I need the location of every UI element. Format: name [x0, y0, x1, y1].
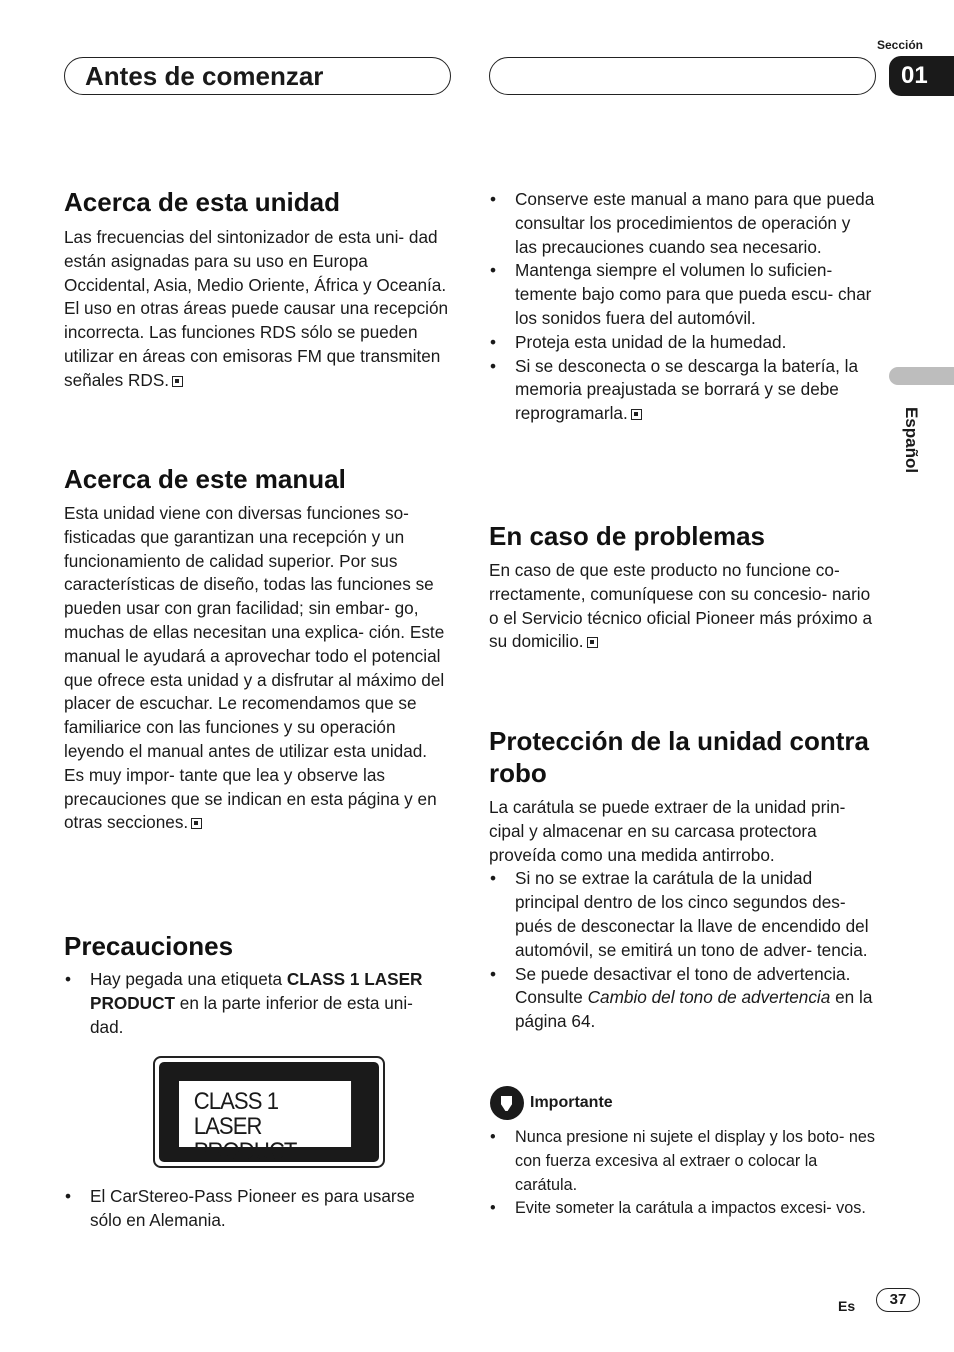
list-item: • El CarStereo-Pass Pioneer es para usarse sólo en Alemania.: [64, 1185, 450, 1233]
precautions-list: [489, 188, 875, 426]
end-mark-icon: [172, 376, 183, 387]
list-item: • Hay pegada una etiqueta CLASS 1 LASER PRODUCT en la parte inferior de esta uni- dad.: [64, 968, 450, 1039]
list-item: • Si se desconecta o se descarga la batería, la memoria preajustada se borrará y se debe reprogramarla.: [489, 355, 875, 426]
list-item: • Proteja esta unidad de la humedad.: [489, 331, 875, 355]
section-title: Precauciones: [64, 931, 234, 961]
section-title: En caso de problemas: [489, 521, 765, 551]
list-item: • Mantenga siempre el volumen lo suficien- temente bajo como para que pueda escu- char los sonidos fuera del automóvil.: [489, 259, 875, 330]
section-theft: [489, 725, 875, 1034]
section-body: Esta unidad viene con diversas funciones so- fisticadas que garantizan una recepción y un funcionamiento de calidad superior. Por sus características de diseño, todas las funciones se pueden usar con gran facilidad; sin embar- go, muchas de ellas necesitan una explica- ción. Este manual le ayudará a aprovechar todo el potencial que ofrece esta unidad y a disfrutar al máximo del placer de escuchar. Le recomendamos que se familiarice con las funciones y su operación leyendo el manual antes de utilizar esta unidad. Es muy impor- tante que lea y observe las precauciones que se indican en esta página y en otras secciones.: [64, 503, 445, 833]
section-title: Protección de la unidad contra robo: [489, 726, 869, 788]
section-body: La carátula se puede extraer de la unidad prin- cipal y almacenar en su carcasa protectora proveída como una medida antirrobo.: [489, 797, 846, 865]
section-title: Acerca de este manual: [64, 464, 346, 494]
section-precautions: [64, 930, 450, 1039]
end-mark-icon: [631, 409, 642, 420]
language-tab: [889, 367, 954, 385]
list-item: • Nunca presione ni sujete el display y los boto- nes con fuerza excesiva al extraer o colocar la carátula.: [489, 1126, 875, 1197]
important-label: Importante: [530, 1094, 613, 1111]
laser-label-line2: LASER PRODUCT: [193, 1113, 297, 1165]
list-item: • Si no se extrae la carátula de la unidad principal dentro de los cinco segundos des- pués de desconectar la llave de encendido del automóvil, se emitirá un tono de adver- tencia.: [489, 867, 875, 962]
section-unit: [64, 186, 450, 393]
laser-product-label: [153, 1056, 385, 1168]
list-item: • Se puede desactivar el tono de advertencia. Consulte Cambio del tono de advertencia en la página 64.: [489, 963, 875, 1034]
section-problems: [489, 520, 875, 654]
footer-language-code: Es: [838, 1298, 856, 1314]
page-number: 37: [876, 1288, 920, 1312]
end-mark-icon: [191, 818, 202, 829]
list-item: • Conserve este manual a mano para que pueda consultar los procedimientos de operación y las precauciones cuando sea necesario.: [489, 188, 875, 259]
section-number: 01: [889, 56, 954, 96]
section-body: Las frecuencias del sintonizador de esta uni- dad están asignadas para su uso en Europa Occidental, Asia, Medio Oriente, África y Oceanía. El uso en otras áreas puede causar una recepción incorrecta. Las funciones RDS sólo se pueden utilizar en áreas con emisoras FM que transmiten señales RDS.: [64, 227, 449, 390]
section-title: Acerca de esta unidad: [64, 187, 340, 217]
laser-label-line1: CLASS 1: [193, 1088, 279, 1115]
section-label: Sección: [876, 38, 924, 52]
language-label: Español: [902, 406, 921, 474]
section-body: En caso de que este producto no funcione co- rrectamente, comuníquese con su concesio- nario o el Servicio técnico oficial Pioneer más próximo a su domicilio.: [489, 560, 873, 652]
precautions-continued: [64, 1185, 450, 1233]
list-item: • Evite someter la carátula a impactos excesi- vos.: [489, 1197, 875, 1221]
important-icon: [490, 1086, 524, 1120]
end-mark-icon: [587, 637, 598, 648]
section-manual: [64, 463, 450, 835]
important-list: [489, 1126, 875, 1221]
chapter-title: Antes de comenzar: [64, 57, 451, 95]
header-pill-empty: [489, 57, 876, 95]
